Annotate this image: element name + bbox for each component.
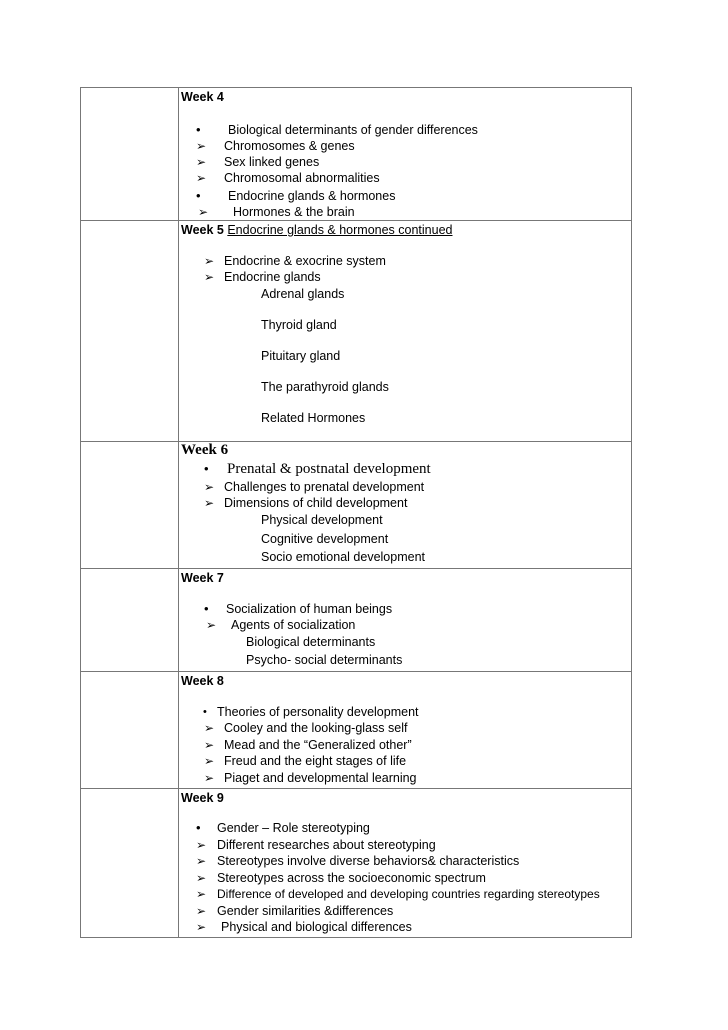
week-row-9: [81, 789, 632, 938]
list-item: Biological determinants of gender differences: [228, 123, 478, 137]
week-row-8: [81, 672, 632, 789]
list-item: Different researches about stereotyping: [217, 838, 436, 852]
list-item: Stereotypes across the socioeconomic spectrum: [217, 871, 486, 885]
week-empty-cell: [81, 221, 179, 442]
week-content-cell: [179, 221, 632, 442]
week-empty-cell: [81, 442, 179, 569]
week-content-cell: [179, 789, 632, 938]
week-heading: Week 7: [181, 571, 224, 585]
list-item: Chromosomes & genes: [224, 139, 355, 153]
arrow-marker: ➢: [204, 496, 215, 510]
list-item: Hormones & the brain: [233, 205, 355, 219]
bullet-marker: •: [196, 188, 201, 203]
list-item: Endocrine & exocrine system: [224, 254, 386, 268]
sub-item: Psycho- social determinants: [246, 653, 403, 667]
week-empty-cell: [81, 672, 179, 789]
arrow-marker: ➢: [196, 139, 207, 153]
list-item: Endocrine glands & hormones: [228, 189, 396, 203]
bullet-marker: •: [196, 122, 201, 137]
list-item: Gender – Role stereotyping: [217, 821, 370, 835]
week-label: Week 5: [181, 223, 224, 237]
week-heading: Week 8: [181, 674, 224, 688]
week-empty-cell: [81, 88, 179, 221]
sub-item: Pituitary gland: [261, 349, 341, 363]
week-row-5: [81, 221, 632, 442]
arrow-marker: ➢: [196, 854, 207, 868]
week-content-cell: [179, 569, 632, 672]
list-item: Sex linked genes: [224, 155, 320, 169]
arrow-marker: ➢: [204, 254, 215, 268]
week-heading: Week 6: [181, 442, 229, 458]
week-content-cell: [179, 672, 632, 789]
arrow-marker: ➢: [196, 871, 207, 885]
sub-item: Physical development: [261, 513, 383, 527]
week-heading: [181, 222, 453, 238]
list-item: Freud and the eight stages of life: [224, 754, 407, 768]
list-item: Agents of socialization: [231, 618, 356, 632]
week-empty-cell: [81, 789, 179, 938]
sub-item: Adrenal glands: [261, 287, 345, 301]
list-item: Challenges to prenatal development: [224, 480, 425, 494]
syllabus-table: [80, 87, 632, 938]
arrow-marker: ➢: [204, 721, 215, 735]
arrow-marker: ➢: [196, 920, 207, 934]
week-row-6: [81, 442, 632, 569]
arrow-marker: ➢: [206, 618, 217, 632]
list-item: Physical and biological differences: [221, 920, 412, 934]
week-heading: Week 4: [181, 90, 224, 104]
bullet-marker: •: [204, 461, 209, 476]
arrow-marker: ➢: [204, 754, 215, 768]
bullet-marker: •: [203, 706, 207, 718]
sub-item: Socio emotional development: [261, 550, 425, 564]
arrow-marker: ➢: [204, 771, 215, 785]
list-item: Stereotypes involve diverse behaviors& characteristics: [217, 854, 520, 868]
arrow-marker: ➢: [198, 205, 209, 219]
sub-item: Related Hormones: [261, 411, 366, 425]
list-item: Prenatal & postnatal development: [227, 461, 431, 477]
sub-item: The parathyroid glands: [261, 380, 389, 394]
list-item: Chromosomal abnormalities: [224, 171, 380, 185]
arrow-marker: ➢: [196, 171, 207, 185]
arrow-marker: ➢: [204, 738, 215, 752]
week-content-cell: [179, 88, 632, 221]
week-row-7: [81, 569, 632, 672]
week-content-cell: [179, 442, 632, 569]
arrow-marker: ➢: [196, 904, 207, 918]
list-item: Gender similarities &differences: [217, 904, 394, 918]
list-item: Theories of personality development: [217, 705, 419, 719]
week-empty-cell: [81, 569, 179, 672]
list-item: Socialization of human beings: [226, 602, 393, 616]
list-item: Piaget and developmental learning: [224, 771, 417, 785]
list-item: Dimensions of child development: [224, 496, 408, 510]
bullet-marker: •: [196, 820, 201, 835]
arrow-marker: ➢: [196, 887, 207, 901]
sub-item: Cognitive development: [261, 532, 389, 546]
arrow-marker: ➢: [196, 838, 207, 852]
list-item: Endocrine glands: [224, 270, 321, 284]
sub-item: Biological determinants: [246, 635, 376, 649]
list-item: Mead and the “Generalized other”: [224, 738, 412, 752]
arrow-marker: ➢: [204, 480, 215, 494]
arrow-marker: ➢: [196, 155, 207, 169]
arrow-marker: ➢: [204, 270, 215, 284]
week-row-4: [81, 88, 632, 221]
week-heading: Week 9: [181, 791, 224, 805]
week-title: Endocrine glands & hormones continued: [227, 223, 453, 237]
list-item: Cooley and the looking-glass self: [224, 721, 408, 735]
list-item: Difference of developed and developing countries regarding stereotypes: [217, 887, 600, 901]
sub-item: Thyroid gland: [261, 318, 337, 332]
bullet-marker: •: [204, 601, 209, 616]
